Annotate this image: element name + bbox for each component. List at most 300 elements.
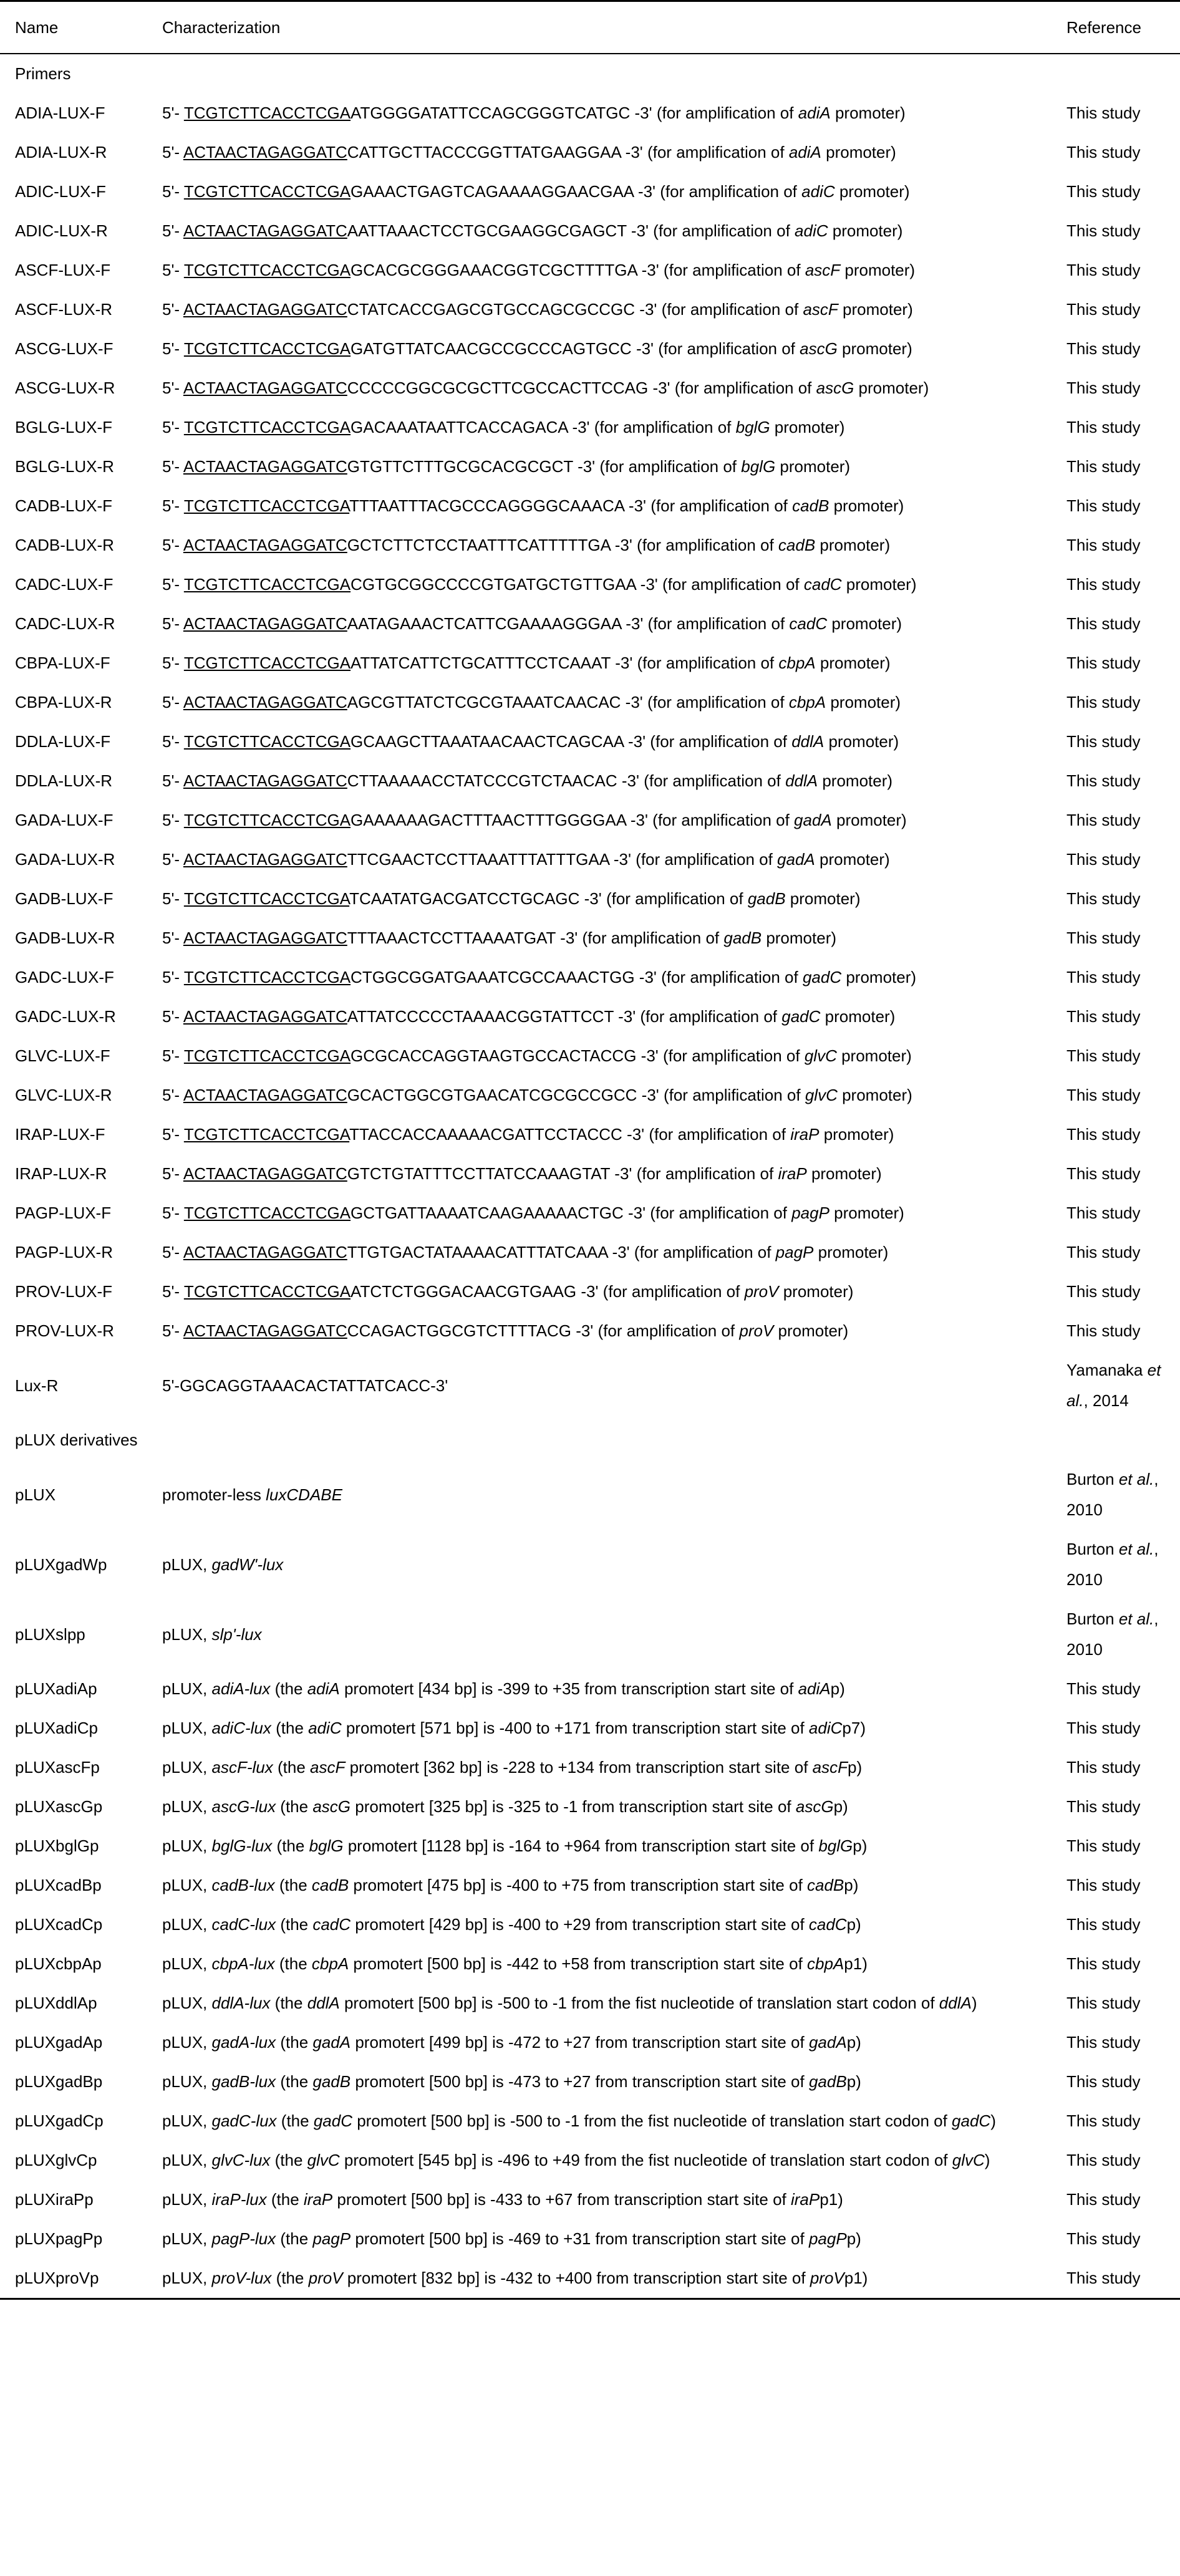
primer-suffix-end: promoter) <box>826 693 901 712</box>
primer-characterization <box>156 919 1060 958</box>
primer-gene: adiA <box>798 104 831 122</box>
plasmid-reference: This study <box>1066 1915 1141 1934</box>
primer-row <box>0 94 1180 133</box>
plasmid-characterization <box>156 2180 1060 2219</box>
plasmid-characterization <box>156 1944 1060 1984</box>
primer-reference: This study <box>1066 182 1141 201</box>
primer-reference: This study <box>1066 1046 1141 1065</box>
plasmid-tail: p) <box>848 1758 863 1777</box>
primer-gene: glvC <box>805 1086 838 1104</box>
plasmid-characterization <box>156 1669 1060 1709</box>
primer-suffix-end: promoter) <box>841 575 917 594</box>
plasmid-gene-ref: adiC <box>808 1719 843 1737</box>
primer-row <box>0 801 1180 840</box>
primer-characterization <box>156 1311 1060 1351</box>
primer-suffix-end: promoter) <box>829 1204 904 1222</box>
plasmid-name: pLUXadiCp <box>15 1719 98 1737</box>
plasmid-row <box>0 1866 1180 1905</box>
plasmid-construct: gadA-lux <box>211 2033 276 2052</box>
plasmid-row <box>0 2141 1180 2180</box>
primer-prefix: 5'- <box>162 457 183 476</box>
primer-suffix-end: promoter) <box>827 614 902 633</box>
plasmid-gene: gadC <box>313 2111 352 2130</box>
primer-characterization <box>156 251 1060 290</box>
primer-reference: This study <box>1066 1204 1141 1222</box>
primer-characterization <box>156 486 1060 526</box>
primer-gene: pagP <box>775 1243 814 1261</box>
plasmid-lead: pLUX, <box>162 2151 212 2169</box>
primer-characterization <box>156 604 1060 644</box>
plasmid-tail: p) <box>853 1836 868 1855</box>
plasmid-promoter-range: promotert [499 bp] is -472 to +27 from transcription start site of <box>351 2033 809 2052</box>
plasmid-row <box>0 2101 1180 2141</box>
primer-row <box>0 1194 1180 1233</box>
primer-name: ASCG-LUX-F <box>15 339 114 358</box>
primer-tag-sequence: ACTAACTAGAGGATC <box>183 300 347 319</box>
plasmid-lead: pLUX, <box>162 2072 212 2091</box>
primer-suffix: -3' (for amplification of <box>637 1086 805 1104</box>
primer-row <box>0 172 1180 211</box>
primer-name: ASCF-LUX-R <box>15 300 113 319</box>
plasmid-tail: p) <box>846 1915 861 1934</box>
primer-reference: This study <box>1066 143 1141 162</box>
primer-gene: glvC <box>804 1046 837 1065</box>
header-reference: Reference <box>1060 1 1180 54</box>
plasmid-row <box>0 1669 1180 1709</box>
primer-name: PROV-LUX-R <box>15 1321 114 1340</box>
primer-gene: ddlA <box>791 732 825 751</box>
primer-suffix-end: promoter) <box>831 811 907 829</box>
plasmid-construct: adiC-lux <box>211 1719 271 1737</box>
plasmid-promoter-range: promotert [325 bp] is -325 to -1 from transcription start site of <box>351 1797 796 1816</box>
plasmid-characterization <box>156 1460 1060 1530</box>
primer-suffix-end: promoter) <box>818 771 893 790</box>
primer-suffix-end: promoter) <box>785 889 861 908</box>
primer-gene: iraP <box>778 1164 807 1183</box>
primer-suffix: -3' (for amplification of <box>631 339 800 358</box>
primer-sequence: TTCGAACTCCTTAAATTTATTTGAA <box>347 850 609 869</box>
primer-suffix-end: promoter) <box>770 418 845 437</box>
primer-gene: ascG <box>816 379 854 397</box>
plasmid-reference <box>1060 1530 1180 1599</box>
primer-characterization <box>156 840 1060 879</box>
primer-prefix: 5'- <box>162 221 183 240</box>
primer-sequence: ATTATCCCCCTAAAACGGTATTCCT <box>347 1007 614 1026</box>
plasmid-row <box>0 1709 1180 1748</box>
plasmid-lead: pLUX, <box>162 2269 212 2287</box>
primer-row <box>0 251 1180 290</box>
primer-suffix-end: promoter) <box>778 1282 854 1301</box>
plasmid-reference: This study <box>1060 2259 1180 2299</box>
plasmid-lead: pLUX, <box>162 1797 212 1816</box>
primer-characterization <box>156 133 1060 172</box>
plasmid-reference: This study <box>1066 2190 1141 2209</box>
primer-reference: This study <box>1066 221 1141 240</box>
plasmid-characterization <box>156 1530 1060 1599</box>
primer-tag-sequence: ACTAACTAGAGGATC <box>183 771 347 790</box>
primer-reference: This study <box>1066 575 1141 594</box>
ref-etal: et al. <box>1066 1361 1161 1410</box>
primer-row <box>0 565 1180 604</box>
primer-name: GADA-LUX-R <box>15 850 115 869</box>
plasmid-characterization <box>156 1787 1060 1826</box>
primer-row <box>0 447 1180 486</box>
plasmid-mid: (the <box>274 1954 312 1973</box>
primer-suffix: -3' (for amplification of <box>648 379 816 397</box>
primer-characterization <box>156 801 1060 840</box>
plasmid-name: pLUXcadBp <box>15 1876 102 1894</box>
primer-suffix: -3' (for amplification of <box>555 929 724 947</box>
primer-suffix: -3' (for amplification of <box>636 1046 805 1065</box>
plasmid-promoter-range: promotert [429 bp] is -400 to +29 from transcription start site of <box>351 1915 809 1934</box>
primer-suffix: -3' (for amplification of <box>626 221 795 240</box>
primer-row <box>0 329 1180 369</box>
plasmid-tail: p) <box>846 2229 861 2248</box>
primer-row <box>0 1154 1180 1194</box>
primer-sequence: 5'-GGCAGGTAAACACTATTATCACC-3' <box>162 1376 448 1395</box>
primer-name: GADB-LUX-F <box>15 889 114 908</box>
primer-suffix: -3' (for amplification of <box>610 536 778 554</box>
primer-tag-sequence: TCGTCTTCACCTCGA <box>183 811 351 829</box>
primer-sequence: GTCTGTATTTCCTTATCCAAAGTAT <box>347 1164 611 1183</box>
plasmid-promoter-range: promotert [475 bp] is -400 to +75 from transcription start site of <box>349 1876 808 1894</box>
plasmid-gene: pagP <box>312 2229 351 2248</box>
table-body <box>0 54 1180 2299</box>
plasmid-construct: proV-lux <box>211 2269 272 2287</box>
plasmid-desc: promoter-less <box>162 1485 266 1504</box>
primer-sequence: CCAGACTGGCGTCTTTTACG <box>347 1321 571 1340</box>
primer-row <box>0 683 1180 722</box>
plasmid-construct: adiA-lux <box>211 1679 271 1698</box>
primer-suffix: -3' (for amplification of <box>624 496 793 515</box>
plasmid-promoter-range: promotert [500 bp] is -442 to +58 from transcription start site of <box>349 1954 808 1973</box>
primer-sequence: CTGGCGGATGAAATCGCCAAACTGG <box>351 968 635 987</box>
primer-reference: This study <box>1066 339 1141 358</box>
primer-sequence: ATCTCTGGGACAACGTGAAG <box>351 1282 577 1301</box>
primer-gene: adiA <box>788 143 821 162</box>
primer-tag-sequence: TCGTCTTCACCTCGA <box>183 1125 350 1144</box>
ref-author: Burton <box>1066 1540 1119 1558</box>
primer-sequence: ATTATCATTCTGCATTTCCTCAAAT <box>351 654 611 672</box>
plasmid-characterization <box>156 2219 1060 2259</box>
primer-gene: pagP <box>791 1204 829 1222</box>
plasmid-name: pLUXbglGp <box>15 1836 99 1855</box>
plasmid-name: pLUXcadCp <box>15 1915 103 1934</box>
primer-tag-sequence: ACTAACTAGAGGATC <box>183 1321 347 1340</box>
plasmid-characterization <box>156 2023 1060 2062</box>
primer-gene: bglG <box>741 457 776 476</box>
primer-reference <box>1060 1351 1180 1421</box>
primer-characterization <box>156 1115 1060 1154</box>
primer-tag-sequence: ACTAACTAGAGGATC <box>183 536 347 554</box>
plasmid-row <box>0 1787 1180 1826</box>
plasmid-row <box>0 1944 1180 1984</box>
plasmid-mid: (the <box>274 1876 312 1894</box>
primer-tag-sequence: ACTAACTAGAGGATC <box>183 693 347 712</box>
plasmid-lead: pLUX, <box>162 2033 212 2052</box>
primer-gene: ascG <box>800 339 838 358</box>
plasmid-characterization <box>156 1866 1060 1905</box>
primer-sequence: CGTGCGGCCCCGTGATGCTGTTGAA <box>351 575 636 594</box>
header-name: Name <box>0 1 156 54</box>
primer-name: BGLG-LUX-R <box>15 457 114 476</box>
primer-tag-sequence: ACTAACTAGAGGATC <box>183 1164 347 1183</box>
plasmid-reference: This study <box>1066 1994 1141 2012</box>
primer-suffix: -3' (for amplification of <box>571 1321 740 1340</box>
primer-suffix-end: promoter) <box>821 143 896 162</box>
primer-prefix: 5'- <box>162 929 183 947</box>
primer-sequence: AATAGAAACTCATTCGAAAAGGGAA <box>347 614 621 633</box>
primer-row <box>0 290 1180 329</box>
plasmid-mid: (the <box>271 2269 309 2287</box>
plasmid-gene-ref: pagP <box>808 2229 847 2248</box>
primer-suffix: -3' (for amplification of <box>568 418 736 437</box>
plasmid-gene: cadB <box>311 1876 349 1894</box>
plasmid-reference: This study <box>1066 1679 1141 1698</box>
primer-sequence: TTTAAACTCCTTAAAATGAT <box>347 929 556 947</box>
primer-row <box>0 1233 1180 1272</box>
primer-name: IRAP-LUX-F <box>15 1125 105 1144</box>
primer-characterization <box>156 958 1060 997</box>
plasmid-lead: pLUX, <box>162 1679 212 1698</box>
primer-prefix: 5'- <box>162 1164 183 1183</box>
primer-suffix-end: promoter) <box>824 732 899 751</box>
plasmid-gene-ref: gadB <box>808 2072 847 2091</box>
plasmid-mid: (the <box>276 1797 313 1816</box>
primer-sequence: GCTCTTCTCCTAATTTCATTTTTGA <box>347 536 611 554</box>
primer-suffix: -3' (for amplification of <box>610 1164 778 1183</box>
plasmid-lead: pLUX, <box>162 2190 212 2209</box>
plasmid-promoter-range: promotert [362 bp] is -228 to +134 from transcription start site of <box>345 1758 813 1777</box>
plasmid-mid: (the <box>270 2151 307 2169</box>
primer-row <box>0 369 1180 408</box>
primer-gene: ascF <box>805 261 841 279</box>
primer-suffix-end: promoter) <box>837 1086 912 1104</box>
plasmid-characterization <box>156 1826 1060 1866</box>
plasmid-gene-ref: proV <box>810 2269 844 2287</box>
primer-name: ADIC-LUX-R <box>15 221 108 240</box>
plasmid-tail: p) <box>833 1797 848 1816</box>
primer-characterization <box>156 1154 1060 1194</box>
plasmid-gene-ref: iraP <box>790 2190 820 2209</box>
plasmid-reference: This study <box>1066 2111 1141 2130</box>
primer-tag-sequence: TCGTCTTCACCTCGA <box>183 1204 351 1222</box>
primer-gene: gadB <box>747 889 786 908</box>
primer-tag-sequence: TCGTCTTCACCTCGA <box>183 889 350 908</box>
primer-suffix: -3' (for amplification of <box>634 968 803 987</box>
primer-reference: This study <box>1066 1321 1141 1340</box>
plasmid-name: pLUXiraPp <box>15 2190 94 2209</box>
primer-characterization <box>156 447 1060 486</box>
primer-sequence: CTTAAAAACCTATCCCGTCTAACAC <box>347 771 617 790</box>
primer-name: GADB-LUX-R <box>15 929 115 947</box>
primer-reference: This study <box>1066 850 1141 869</box>
primer-sequence: GAAAAAAGACTTTAACTTTGGGGAA <box>351 811 626 829</box>
primer-prefix: 5'- <box>162 889 184 908</box>
primer-sequence: AATTAAACTCCTGCGAAGGCGAGCT <box>347 221 627 240</box>
plasmid-gene-ref: cbpA <box>807 1954 844 1973</box>
primer-suffix: -3' (for amplification of <box>623 732 792 751</box>
plasmid-row <box>0 2219 1180 2259</box>
plasmid-characterization <box>156 1905 1060 1944</box>
plasmid-gene-ref: glvC <box>952 2151 985 2169</box>
primer-prefix: 5'- <box>162 379 183 397</box>
plasmid-gene: cadC <box>312 1915 351 1934</box>
primer-row <box>0 211 1180 251</box>
primer-suffix: -3' (for amplification of <box>621 693 789 712</box>
primer-gene: cadC <box>789 614 828 633</box>
plasmid-promoter-range: promotert [434 bp] is -399 to +35 from transcription start site of <box>339 1679 798 1698</box>
plasmid-row <box>0 1826 1180 1866</box>
ref-year: , 2010 <box>1066 1470 1159 1519</box>
primer-prefix: 5'- <box>162 811 184 829</box>
plasmid-desc: pLUX, <box>162 1624 212 1644</box>
primer-suffix-end: promoter) <box>836 1046 912 1065</box>
primer-prefix: 5'- <box>162 732 184 751</box>
primer-suffix-end: promoter) <box>815 654 891 672</box>
primer-row <box>0 1115 1180 1154</box>
primer-reference: This study <box>1066 811 1141 829</box>
plasmid-name: pLUXddlAp <box>15 1994 97 2012</box>
plasmid-characterization <box>156 1748 1060 1787</box>
plasmid-tail: p7) <box>842 1719 866 1737</box>
primer-sequence: GCTGATTAAAATCAAGAAAAACTGC <box>351 1204 624 1222</box>
primer-prefix: 5'- <box>162 771 183 790</box>
primer-name: PAGP-LUX-R <box>15 1243 113 1261</box>
ref-etal: et al. <box>1118 1540 1154 1558</box>
plasmid-tail: ) <box>984 2151 990 2169</box>
primer-characterization <box>156 526 1060 565</box>
primer-gene: gadC <box>802 968 842 987</box>
plasmid-gene-ref: gadC <box>952 2111 991 2130</box>
primer-row <box>0 761 1180 801</box>
plasmid-tail: p) <box>844 1876 859 1894</box>
primer-name: CADC-LUX-F <box>15 575 114 594</box>
plasmid-characterization <box>156 1599 1060 1669</box>
primer-reference: This study <box>1066 379 1141 397</box>
plasmid-name: pLUXgadBp <box>15 2072 103 2091</box>
primer-suffix-end: promoter) <box>806 1164 882 1183</box>
primer-tag-sequence: ACTAACTAGAGGATC <box>183 1243 347 1261</box>
primer-sequence: CCCCCGGCGCGCTTCGCCACTTCCAG <box>347 379 649 397</box>
primer-reference: This study <box>1066 614 1141 633</box>
primer-suffix: -3' (for amplification of <box>622 1125 791 1144</box>
plasmid-row <box>0 1748 1180 1787</box>
plasmid-construct: cbpA-lux <box>211 1954 275 1973</box>
plasmid-tail: p1) <box>844 1954 868 1973</box>
plasmid-gene-ref: ddlA <box>939 1994 972 2012</box>
primer-characterization <box>156 94 1060 133</box>
primer-gene: cbpA <box>788 693 826 712</box>
primer-name: GADC-LUX-F <box>15 968 114 987</box>
primer-name: ASCF-LUX-F <box>15 261 111 279</box>
primer-row <box>0 840 1180 879</box>
plasmid-name: pLUXgadAp <box>15 2033 103 2052</box>
primer-row <box>0 486 1180 526</box>
plasmid-promoter-range: promotert [571 bp] is -400 to +171 from transcription start site of <box>341 1719 809 1737</box>
plasmid-tail: p) <box>830 1679 845 1698</box>
primer-suffix: -3' (for amplification of <box>607 1243 776 1261</box>
primer-prefix: 5'- <box>162 104 184 122</box>
primer-row <box>0 133 1180 172</box>
section-label-primers: Primers <box>15 64 71 83</box>
primer-sequence: GACAAATAATTCACCAGACA <box>351 418 568 437</box>
primer-suffix: -3' (for amplification of <box>637 261 805 279</box>
primer-suffix: -3' (for amplification of <box>623 1204 792 1222</box>
plasmid-construct: iraP-lux <box>211 2190 267 2209</box>
plasmid-gene-ref: bglG <box>818 1836 853 1855</box>
primer-sequence: AGCGTTATCTCGCGTAAATCAACAC <box>347 693 621 712</box>
plasmid-name: pLUXascGp <box>15 1797 103 1816</box>
primer-sequence: GCAAGCTTAAATAACAACTCAGCAA <box>351 732 624 751</box>
primer-name: ASCG-LUX-R <box>15 379 115 397</box>
primer-name: ADIC-LUX-F <box>15 182 106 201</box>
primer-reference: This study <box>1066 889 1141 908</box>
plasmid-mid: (the <box>270 1679 307 1698</box>
primer-characterization <box>156 644 1060 683</box>
primer-suffix-end: promoter) <box>854 379 929 397</box>
primer-row <box>0 408 1180 447</box>
primer-characterization <box>156 1076 1060 1115</box>
primer-prefix: 5'- <box>162 496 184 515</box>
primer-reference: This study <box>1066 1282 1141 1301</box>
plasmid-reference <box>1060 1460 1180 1530</box>
plasmid-characterization <box>156 1984 1060 2023</box>
primer-reference: This study <box>1066 968 1141 987</box>
plasmid-construct: bglG-lux <box>211 1836 273 1855</box>
primer-reference: This study <box>1066 732 1141 751</box>
plasmid-name: pLUXpagPp <box>15 2229 103 2248</box>
plasmid-gene: ascF <box>310 1758 346 1777</box>
primer-suffix-end: promoter) <box>773 1321 849 1340</box>
primer-suffix-end: promoter) <box>837 339 912 358</box>
primer-tag-sequence: TCGTCTTCACCTCGA <box>183 1046 351 1065</box>
plasmid-characterization <box>156 2141 1060 2180</box>
plasmid-promoter-range: promotert [832 bp] is -432 to +400 from transcription start site of <box>342 2269 810 2287</box>
plasmid-gene-ref: cadB <box>807 1876 844 1894</box>
plasmid-construct: luxCDABE <box>266 1485 342 1504</box>
ref-year: , 2010 <box>1066 1540 1159 1589</box>
primer-name: DDLA-LUX-F <box>15 732 111 751</box>
primer-reference: This study <box>1066 771 1141 790</box>
plasmid-mid: (the <box>266 2190 304 2209</box>
plasmid-mid: (the <box>272 1836 309 1855</box>
primer-row <box>0 919 1180 958</box>
plasmid-lead: pLUX, <box>162 1719 212 1737</box>
plasmid-mid: (the <box>276 2033 313 2052</box>
primer-row <box>0 997 1180 1036</box>
primer-prefix: 5'- <box>162 1007 183 1026</box>
primer-reference: This study <box>1066 1007 1141 1026</box>
plasmid-lead: pLUX, <box>162 2229 212 2248</box>
primer-prefix: 5'- <box>162 1204 184 1222</box>
plasmid-promoter-range: promotert [1128 bp] is -164 to +964 from transcription start site of <box>343 1836 819 1855</box>
primer-gene: gadA <box>777 850 815 869</box>
plasmid-name: pLUXglvCp <box>15 2151 97 2169</box>
plasmid-tail: p) <box>846 2033 861 2052</box>
plasmid-reference: This study <box>1066 1797 1141 1816</box>
primer-gene: cadB <box>778 536 816 554</box>
primer-name: Lux-R <box>15 1376 59 1395</box>
primer-gene: cbpA <box>778 654 816 672</box>
plasmid-construct: pagP-lux <box>211 2229 276 2248</box>
plasmid-gene: bglG <box>309 1836 344 1855</box>
plasmid-construct: cadB-lux <box>211 1876 275 1894</box>
primer-tag-sequence: TCGTCTTCACCTCGA <box>183 732 351 751</box>
primer-name: CADB-LUX-R <box>15 536 114 554</box>
plasmid-lead: pLUX, <box>162 1994 212 2012</box>
plasmid-characterization <box>156 2259 1060 2299</box>
